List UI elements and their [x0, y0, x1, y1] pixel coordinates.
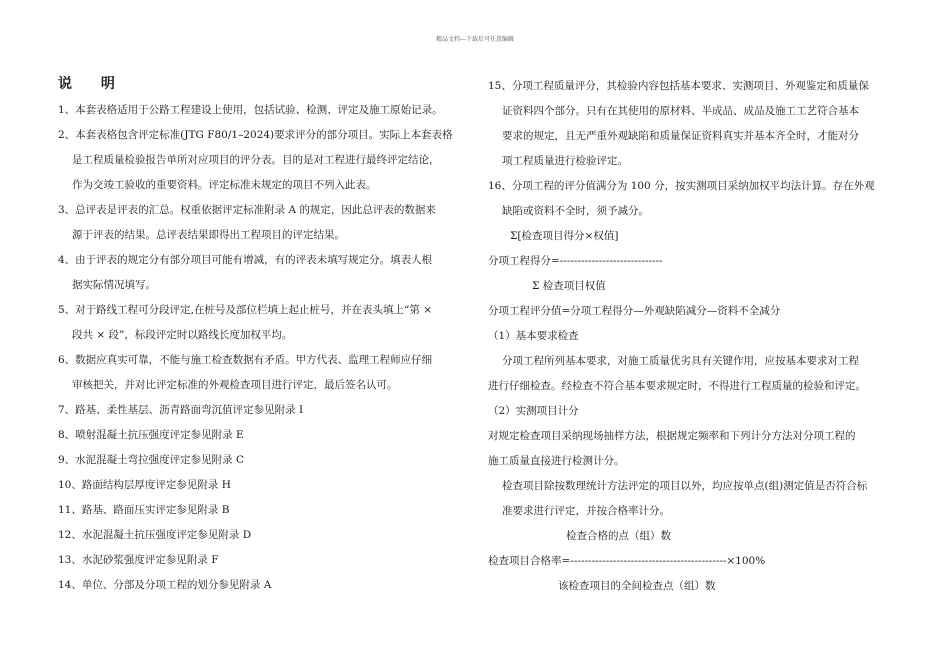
right-text-line: 证资料四个部分。只有在其使用的原材料、半成品、成品及施工工艺符合基本 [502, 105, 859, 117]
right-text-line: 检查项目合格率=--------------------------------------------×100% [488, 555, 766, 567]
left-text-line: 12、水泥混凝土抗压强度评定参见附录 D [58, 529, 252, 541]
left-text-line: 14、单位、分部及分项工程的划分参见附录 A [58, 579, 272, 591]
left-text-line: 据实际情况填写。 [72, 279, 156, 291]
right-text-line: 要求的规定，且无严重外观缺陷和质量保证资料真实并基本齐全时，才能对分 [502, 130, 859, 142]
left-text-line: 4、由于评表的规定分有部分项目可能有增减，有的评表未填写规定分。填表人根 [58, 254, 433, 266]
right-text-line: Σ[检查项目得分×权值] [510, 230, 619, 242]
left-text-line: 3、总评表是评表的汇总。权重依据评定标准附录 A 的规定，因此总评表的数据来 [58, 204, 436, 216]
right-text-line: 准要求进行评定，并按合格率计分。 [502, 505, 670, 517]
left-text-line: 是工程质量检验报告单所对应项目的评分表。目的是对工程进行最终评定结论， [72, 154, 440, 166]
left-text-line: 10、路面结构层厚度评定参见附录 H [58, 479, 231, 491]
left-text-line: 1、本套表格适用于公路工程建设上使用，包括试验、检测、评定及施工原始记录。 [58, 104, 443, 116]
left-column [58, 74, 466, 598]
right-text-line: 对规定检查项目采纳现场抽样方法，根据规定频率和下列计分方法对分项工程的 [488, 430, 856, 442]
left-text-line: 8、喷射混凝土抗压强度评定参见附录 E [58, 429, 244, 441]
right-text-line: 分项工程所列基本要求，对施工质量优劣具有关键作用，应按基本要求对工程 [502, 355, 859, 367]
right-text-line: 缺陷或资料不全时，须予减分。 [502, 205, 649, 217]
left-text-line: 13、水泥砂浆强度评定参见附录 F [58, 554, 219, 566]
right-text-line: 检查合格的点（组）数 [566, 530, 671, 542]
left-text-line: 作为交竣工验收的重要资料。评定标准未规定的项目不列入此表。 [72, 179, 377, 191]
left-text-line: 2、本套表格包含评定标准(JTG F80/1–2024)要求评分的部分项目。实际上本套表格 [58, 129, 453, 141]
right-text-line: 施工质量直接进行检测计分。 [488, 455, 625, 467]
right-text-line: 项工程质量进行检验评定。 [502, 155, 628, 167]
left-text-line: 6、数据应真实可靠，不能与施工检查数据有矛盾。甲方代表、监理工程师应仔细 [58, 354, 433, 366]
right-text-line: 该检查项目的全间检查点（组）数 [558, 580, 716, 592]
left-lines [58, 98, 466, 598]
left-text-line: 11、路基、路面压实评定参见附录 B [58, 504, 230, 516]
right-text-line: 分项工程评分值=分项工程得分—外观缺陷减分—资料不全减分 [488, 305, 781, 317]
right-text-line: 16、分项工程的评分值满分为 100 分，按实测项目采纳加权平均法计算。存在外观 [488, 180, 875, 192]
right-text-line: 分项工程得分=----------------------------- [488, 255, 663, 267]
left-text-line: 7、路基、柔性基层、沥青路面弯沉值评定参见附录 I [58, 404, 304, 416]
right-column [488, 74, 908, 599]
section-heading: 说 明 [58, 76, 127, 92]
right-text-line: （1）基本要求检查 [488, 330, 579, 342]
watermark-text: 精品文档---下载后可任意编辑 [435, 36, 515, 43]
right-text-line: 进行仔细检查。经检查不符合基本要求规定时，不得进行工程质量的检验和评定。 [488, 380, 866, 392]
left-text-line: 5、对于路线工程可分段评定,在桩号及部位栏填上起止桩号，并在表头填上“第 × [58, 304, 433, 316]
right-text-line: Σ 检查项目权值 [532, 280, 606, 292]
right-lines [488, 74, 908, 599]
right-text-line: （2）实测项目计分 [488, 405, 579, 417]
left-text-line: 审核把关，并对比评定标准的外观检查项目进行评定，最后签名认可。 [72, 379, 398, 391]
left-text-line: 段共 × 段”，标段评定时以路线长度加权平均。 [72, 329, 293, 341]
left-text-line: 源于评表的结果。总评表结果即得出工程项目的评定结果。 [72, 229, 345, 241]
right-text-line: 15、分项工程质量评分，其检验内容包括基本要求、实测项目、外观鉴定和质量保 [488, 80, 869, 92]
left-text-line: 9、水泥混凝土弯拉强度评定参见附录 C [58, 454, 245, 466]
right-text-line: 检查项目除按数理统计方法评定的项目以外，均应按单点(组)测定值是否符合标 [502, 480, 868, 492]
